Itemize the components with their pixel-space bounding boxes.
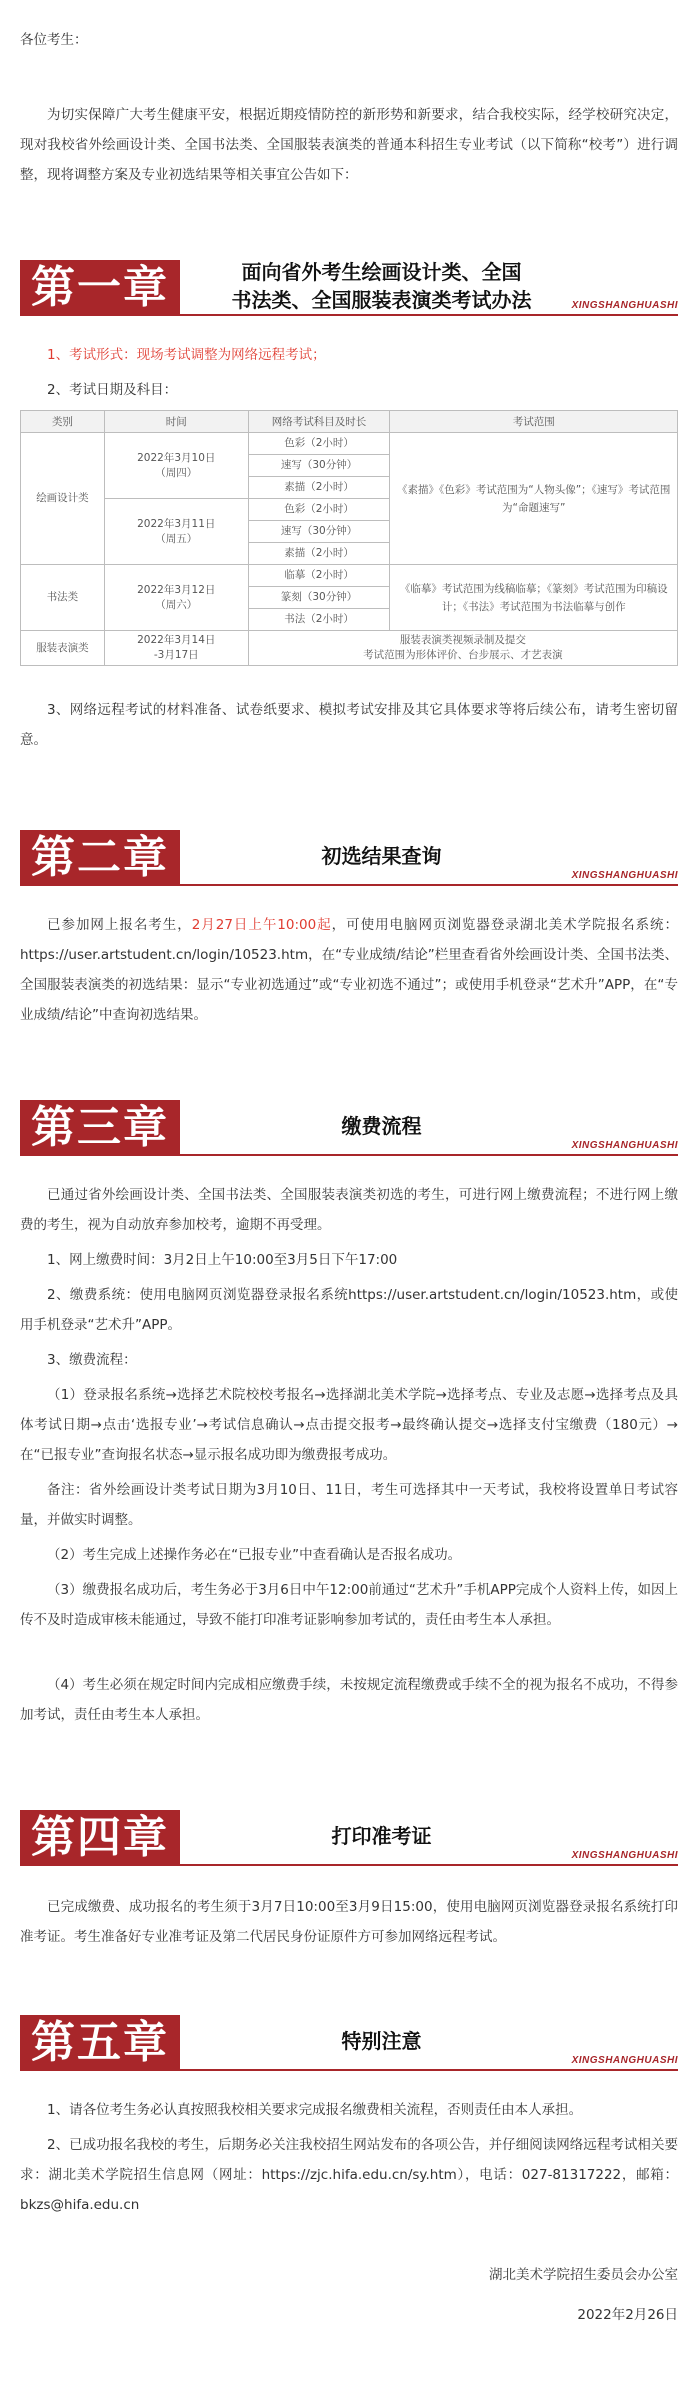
table-cell-date: 2022年3月12日 （周六） xyxy=(104,565,248,631)
chapter-5-rule xyxy=(20,2069,678,2071)
exam-schedule-table xyxy=(20,410,678,666)
chapter-5-header xyxy=(20,2005,678,2081)
chapter-4-rule xyxy=(20,1864,678,1866)
table-cell-date: 2022年3月14日 -3月17日 xyxy=(104,631,248,666)
ch3-paragraph-6: 备注：省外绘画设计类考试日期为3月10日、11日，考生可选择其中一天考试，我校将设置单日考试容量，并做实时调整。 xyxy=(20,1482,678,1528)
chapter-3-title: 缴费流程 xyxy=(341,1114,422,1138)
ch3-paragraph-9: （4）考生必须在规定时间内完成相应缴费手续，未按规定流程缴费或手续不全的视为报名不成功，不得参加考试，责任由考生本人承担。 xyxy=(20,1677,678,1723)
ch1-item-2: 2、考试日期及科目： xyxy=(47,382,178,398)
ch3-paragraph-4: 3、缴费流程： xyxy=(47,1352,137,1368)
ch3-paragraph-1: 已通过省外绘画设计类、全国书法类、全国服装表演类初选的考生，可进行网上缴费流程；不进行网上缴费的考生，视为自动放弃参加校考，逾期不再受理。 xyxy=(20,1187,678,1233)
chapter-4-tag: XINGSHANGHUASHI xyxy=(571,1850,678,1861)
chapter-1-tag: XINGSHANGHUASHI xyxy=(571,300,678,311)
table-cell-subject: 素描（2小时） xyxy=(248,543,390,565)
table-cell-date: 2022年3月11日 （周五） xyxy=(104,499,248,565)
chapter-1-title-line1: 面向省外考生绘画设计类、全国 xyxy=(241,260,522,284)
table-cell-subject: 书法（2小时） xyxy=(248,609,390,631)
chapter-3-tag: XINGSHANGHUASHI xyxy=(571,1140,678,1151)
table-cell-range: 《临摹》考试范围为线稿临摹；《篆刻》考试范围为印稿设计；《书法》考试范围为书法临摹与创作 xyxy=(390,565,678,631)
chapter-1-rule xyxy=(20,314,678,316)
chapter-2-rule xyxy=(20,884,678,886)
chapter-1-title xyxy=(195,258,568,314)
chapter-5-badge: 第五章 xyxy=(20,2015,180,2071)
table-row xyxy=(21,631,678,666)
ch4-paragraph: 已完成缴费、成功报名的考生须于3月7日10:00至3月9日15:00，使用电脑网页浏览器登录报名系统打印准考证。考生准备好专业准考证及第二代居民身份证原件方可参加网络远程考试。 xyxy=(20,1899,678,1945)
table-row xyxy=(21,565,678,587)
table-cell-date: 2022年3月10日 （周四） xyxy=(104,433,248,499)
table-cell-subject: 色彩（2小时） xyxy=(248,499,390,521)
chapter-3-header xyxy=(20,1090,678,1166)
table-cell-range: 《素描》《色彩》考试范围为“人物头像”；《速写》考试范围为“命题速写” xyxy=(390,433,678,565)
chapter-2-header xyxy=(20,820,678,896)
chapter-2-tag: XINGSHANGHUASHI xyxy=(571,870,678,881)
table-row xyxy=(21,433,678,455)
ch1-item-3: 3、网络远程考试的材料准备、试卷纸要求、模拟考试安排及其它具体要求等将后续公布，请考生密切留意。 xyxy=(20,702,678,748)
ch3-paragraph-5: （1）登录报名系统→选择艺术院校校考报名→选择湖北美术学院→选择考点、专业及志愿→选择考点及具体考试日期→点击‘选报专业’→考试信息确认→点击提交报考→最终确认提交→选择支付宝缴费（180元）→在“已报专业”查询报名状态→显示报名成功即为缴费报考成功。 xyxy=(20,1387,678,1463)
chapter-1-title-line2: 书法类、全国服装表演类考试办法 xyxy=(231,288,532,312)
ch5-paragraph-1: 1、请各位考生务必认真按照我校相关要求完成报名缴费相关流程，否则责任由本人承担。 xyxy=(47,2102,583,2118)
table-cell-subject: 素描（2小时） xyxy=(248,477,390,499)
chapter-1-header xyxy=(20,250,678,326)
table-cell-subject: 临摹（2小时） xyxy=(248,565,390,587)
chapter-4-title: 打印准考证 xyxy=(331,1824,432,1848)
table-cell-range: 服装表演类视频录制及提交 考试范围为形体评价、台步展示、才艺表演 xyxy=(248,631,677,666)
chapter-1-badge: 第一章 xyxy=(20,260,180,316)
table-header-row xyxy=(21,411,678,433)
table-header: 网络考试科目及时长 xyxy=(248,411,390,433)
chapter-4-header xyxy=(20,1800,678,1876)
ch1-item-1: 1、考试形式：现场考试调整为网络远程考试； xyxy=(47,347,326,363)
table-header: 时间 xyxy=(104,411,248,433)
signature-date: 2022年2月26日 xyxy=(577,2307,678,2323)
table-cell-subject: 色彩（2小时） xyxy=(248,433,390,455)
table-cell-subject: 速写（30分钟） xyxy=(248,521,390,543)
signature-org: 湖北美术学院招生委员会办公室 xyxy=(489,2267,678,2283)
table-cell-category: 绘画设计类 xyxy=(21,433,105,565)
ch3-paragraph-2: 1、网上缴费时间：3月2日上午10:00至3月5日下午17:00 xyxy=(47,1252,398,1268)
table-cell-subject: 篆刻（30分钟） xyxy=(248,587,390,609)
chapter-3-badge: 第三章 xyxy=(20,1100,180,1156)
intro-paragraph: 为切实保障广大考生健康平安，根据近期疫情防控的新形势和新要求，结合我校实际，经学校研究决定，现对我校省外绘画设计类、全国书法类、全国服装表演类的普通本科招生专业考试（以下简称“校考”）进行调整，现将调整方案及专业初选结果等相关事宜公告如下： xyxy=(20,107,678,183)
ch5-paragraph-2: 2、已成功报名我校的考生，后期务必关注我校招生网站发布的各项公告，并仔细阅读网络远程考试相关要求：湖北美术学院招生信息网（网址：https://zjc.hifa.edu.cn/sy.htm），电话：027-81317222，邮箱：bkzs@hifa.edu.cn xyxy=(20,2137,678,2213)
salutation: 各位考生： xyxy=(20,32,88,48)
table-cell-category: 书法类 xyxy=(21,565,105,631)
table-header: 类别 xyxy=(21,411,105,433)
chapter-2-title: 初选结果查询 xyxy=(321,844,442,868)
chapter-3-rule xyxy=(20,1154,678,1156)
ch2-paragraph: 已参加网上报名考生，2月27日上午10:00起，可使用电脑网页浏览器登录湖北美术学院报名系统：https://user.artstudent.cn/login/10523.htm，在“专业成绩/结论”栏里查看省外绘画设计类、全国书法类、全国服装表演类的初选结果：显示“专业初选通过”或“专业初选不通过”；或使用手机登录“艺术升”APP，在“专业成绩/结论”中查询初选结果。 xyxy=(20,917,679,1023)
chapter-4-badge: 第四章 xyxy=(20,1810,180,1866)
chapter-2-badge: 第二章 xyxy=(20,830,180,886)
table-header: 考试范围 xyxy=(390,411,678,433)
ch3-paragraph-8: （3）缴费报名成功后，考生务必于3月6日中午12:00前通过“艺术升”手机APP完成个人资料上传，如因上传不及时造成审核未能通过，导致不能打印准考证影响参加考试的，责任由考生本人承担。 xyxy=(20,1582,678,1628)
ch3-paragraph-7: （2）考生完成上述操作务必在“已报专业”中查看确认是否报名成功。 xyxy=(47,1547,462,1563)
chapter-5-tag: XINGSHANGHUASHI xyxy=(571,2055,678,2066)
chapter-5-title: 特别注意 xyxy=(341,2029,422,2053)
table-cell-subject: 速写（30分钟） xyxy=(248,455,390,477)
ch2-highlight-time: 2月27日上午10:00起 xyxy=(191,917,332,933)
table-cell-category: 服装表演类 xyxy=(21,631,105,666)
ch3-paragraph-3: 2、缴费系统：使用电脑网页浏览器登录报名系统https://user.artstudent.cn/login/10523.htm，或使用手机登录“艺术升”APP。 xyxy=(20,1287,678,1333)
